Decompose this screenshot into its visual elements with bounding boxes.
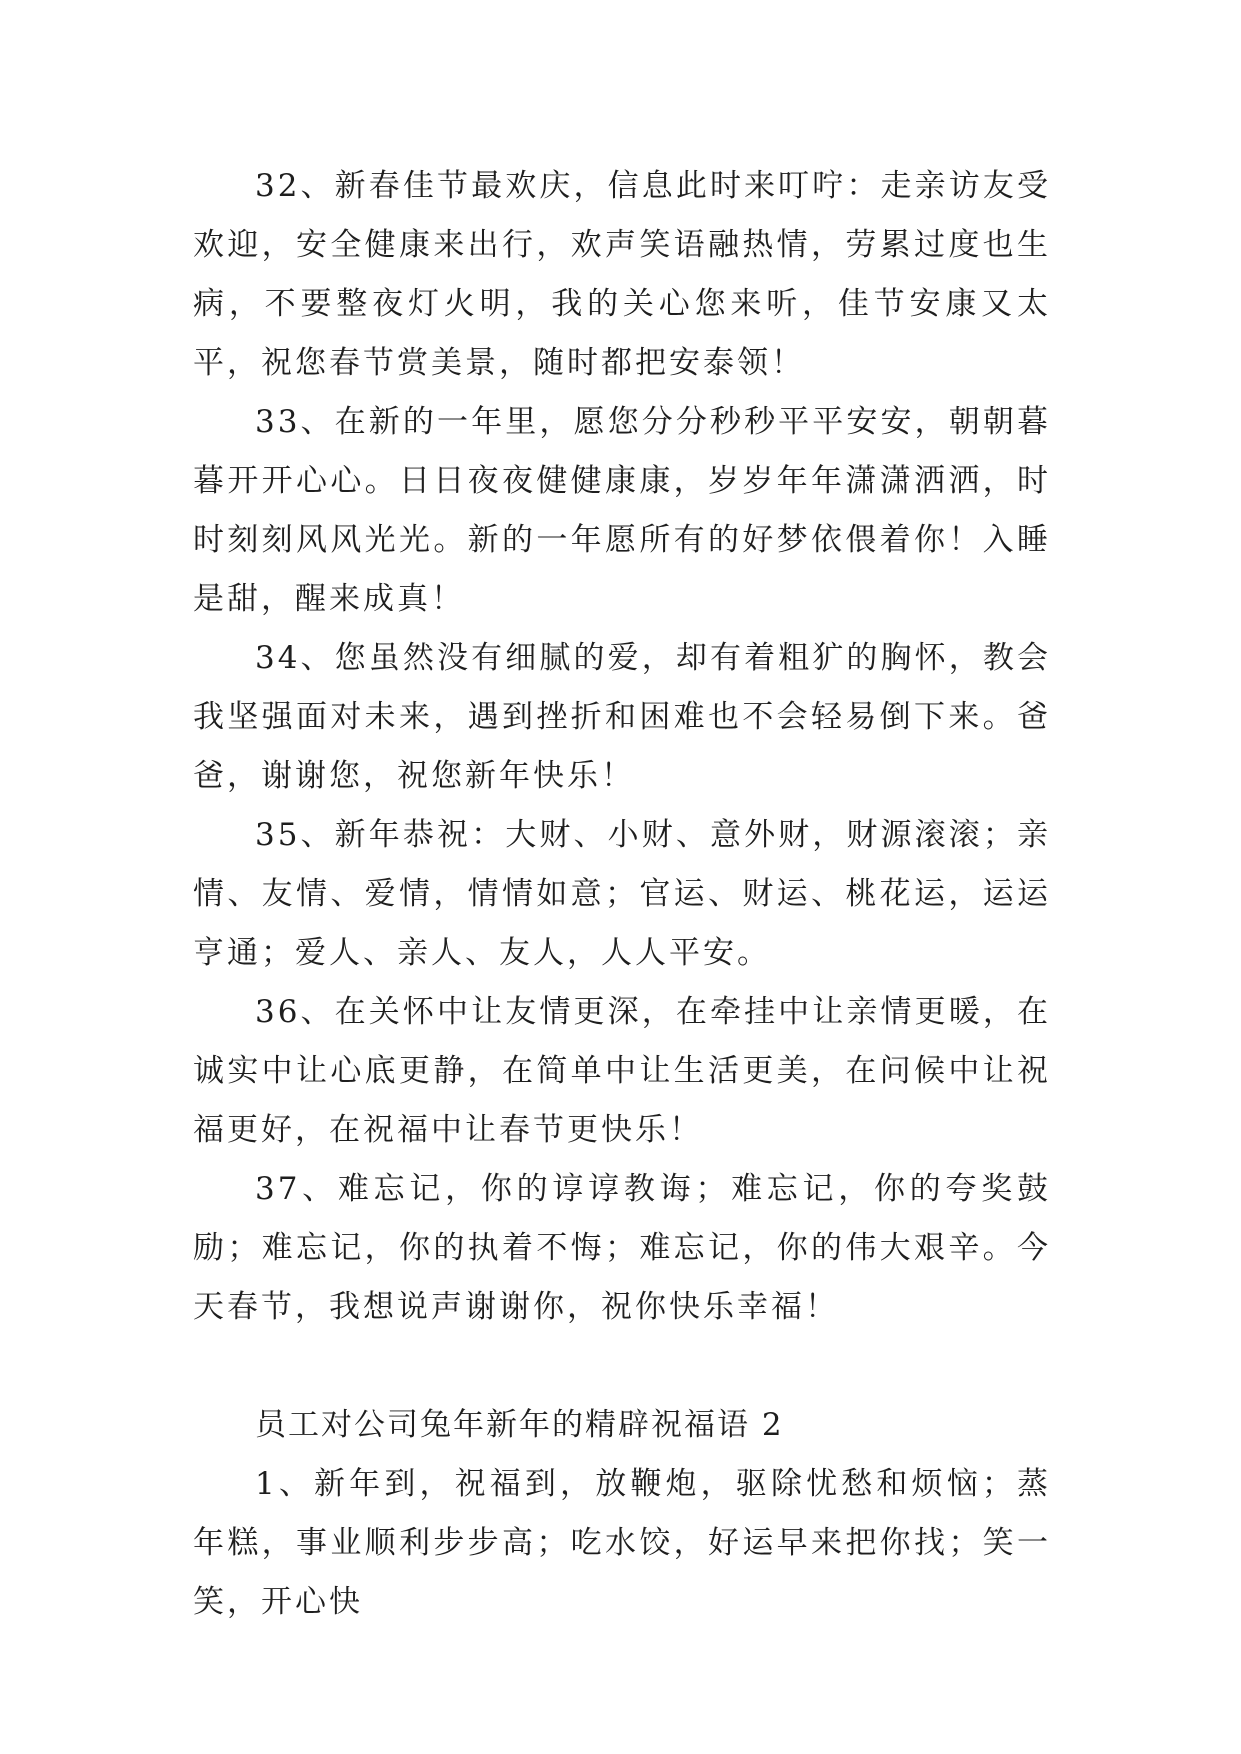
section-title: 员工对公司兔年新年的精辟祝福语 2	[255, 1407, 784, 1443]
paragraph-36: 36、在关怀中让友情更深，在牵挂中让亲情更暖，在诚实中让心底更静，在简单中让生活更美，在问候中让祝福更好，在祝福中让春节更快乐！	[193, 994, 1051, 1148]
paragraph-37: 37、难忘记，你的谆谆教诲；难忘记，你的夸奖鼓励；难忘记，你的执着不悔；难忘记，你的伟大艰辛。今天春节，我想说声谢谢你，祝你快乐幸福！	[193, 1171, 1051, 1325]
paragraph-35: 35、新年恭祝：大财、小财、意外财，财源滚滚；亲情、友情、爱情，情情如意；官运、财运、桃花运，运运亨通；爱人、亲人、友人，人人平安。	[193, 817, 1051, 971]
document-body	[193, 157, 1051, 1632]
section-paragraph-1: 1、新年到，祝福到，放鞭炮，驱除忧愁和烦恼；蒸年糕，事业顺利步步高；吃水饺，好运早来把你找；笑一笑，开心快	[193, 1466, 1051, 1620]
paragraph-32: 32、新春佳节最欢庆，信息此时来叮咛：走亲访友受欢迎，安全健康来出行，欢声笑语融热情，劳累过度也生病，不要整夜灯火明，我的关心您来听，佳节安康又太平，祝您春节赏美景，随时都把安泰领！	[193, 168, 1051, 381]
paragraph-34: 34、您虽然没有细腻的爱，却有着粗犷的胸怀，教会我坚强面对未来，遇到挫折和困难也不会轻易倒下来。爸爸，谢谢您，祝您新年快乐！	[193, 640, 1051, 794]
paragraph-33: 33、在新的一年里，愿您分分秒秒平平安安，朝朝暮暮开开心心。日日夜夜健健康康，岁岁年年潇潇洒洒，时时刻刻风风光光。新的一年愿所有的好梦依偎着你！入睡是甜，醒来成真！	[193, 404, 1051, 617]
